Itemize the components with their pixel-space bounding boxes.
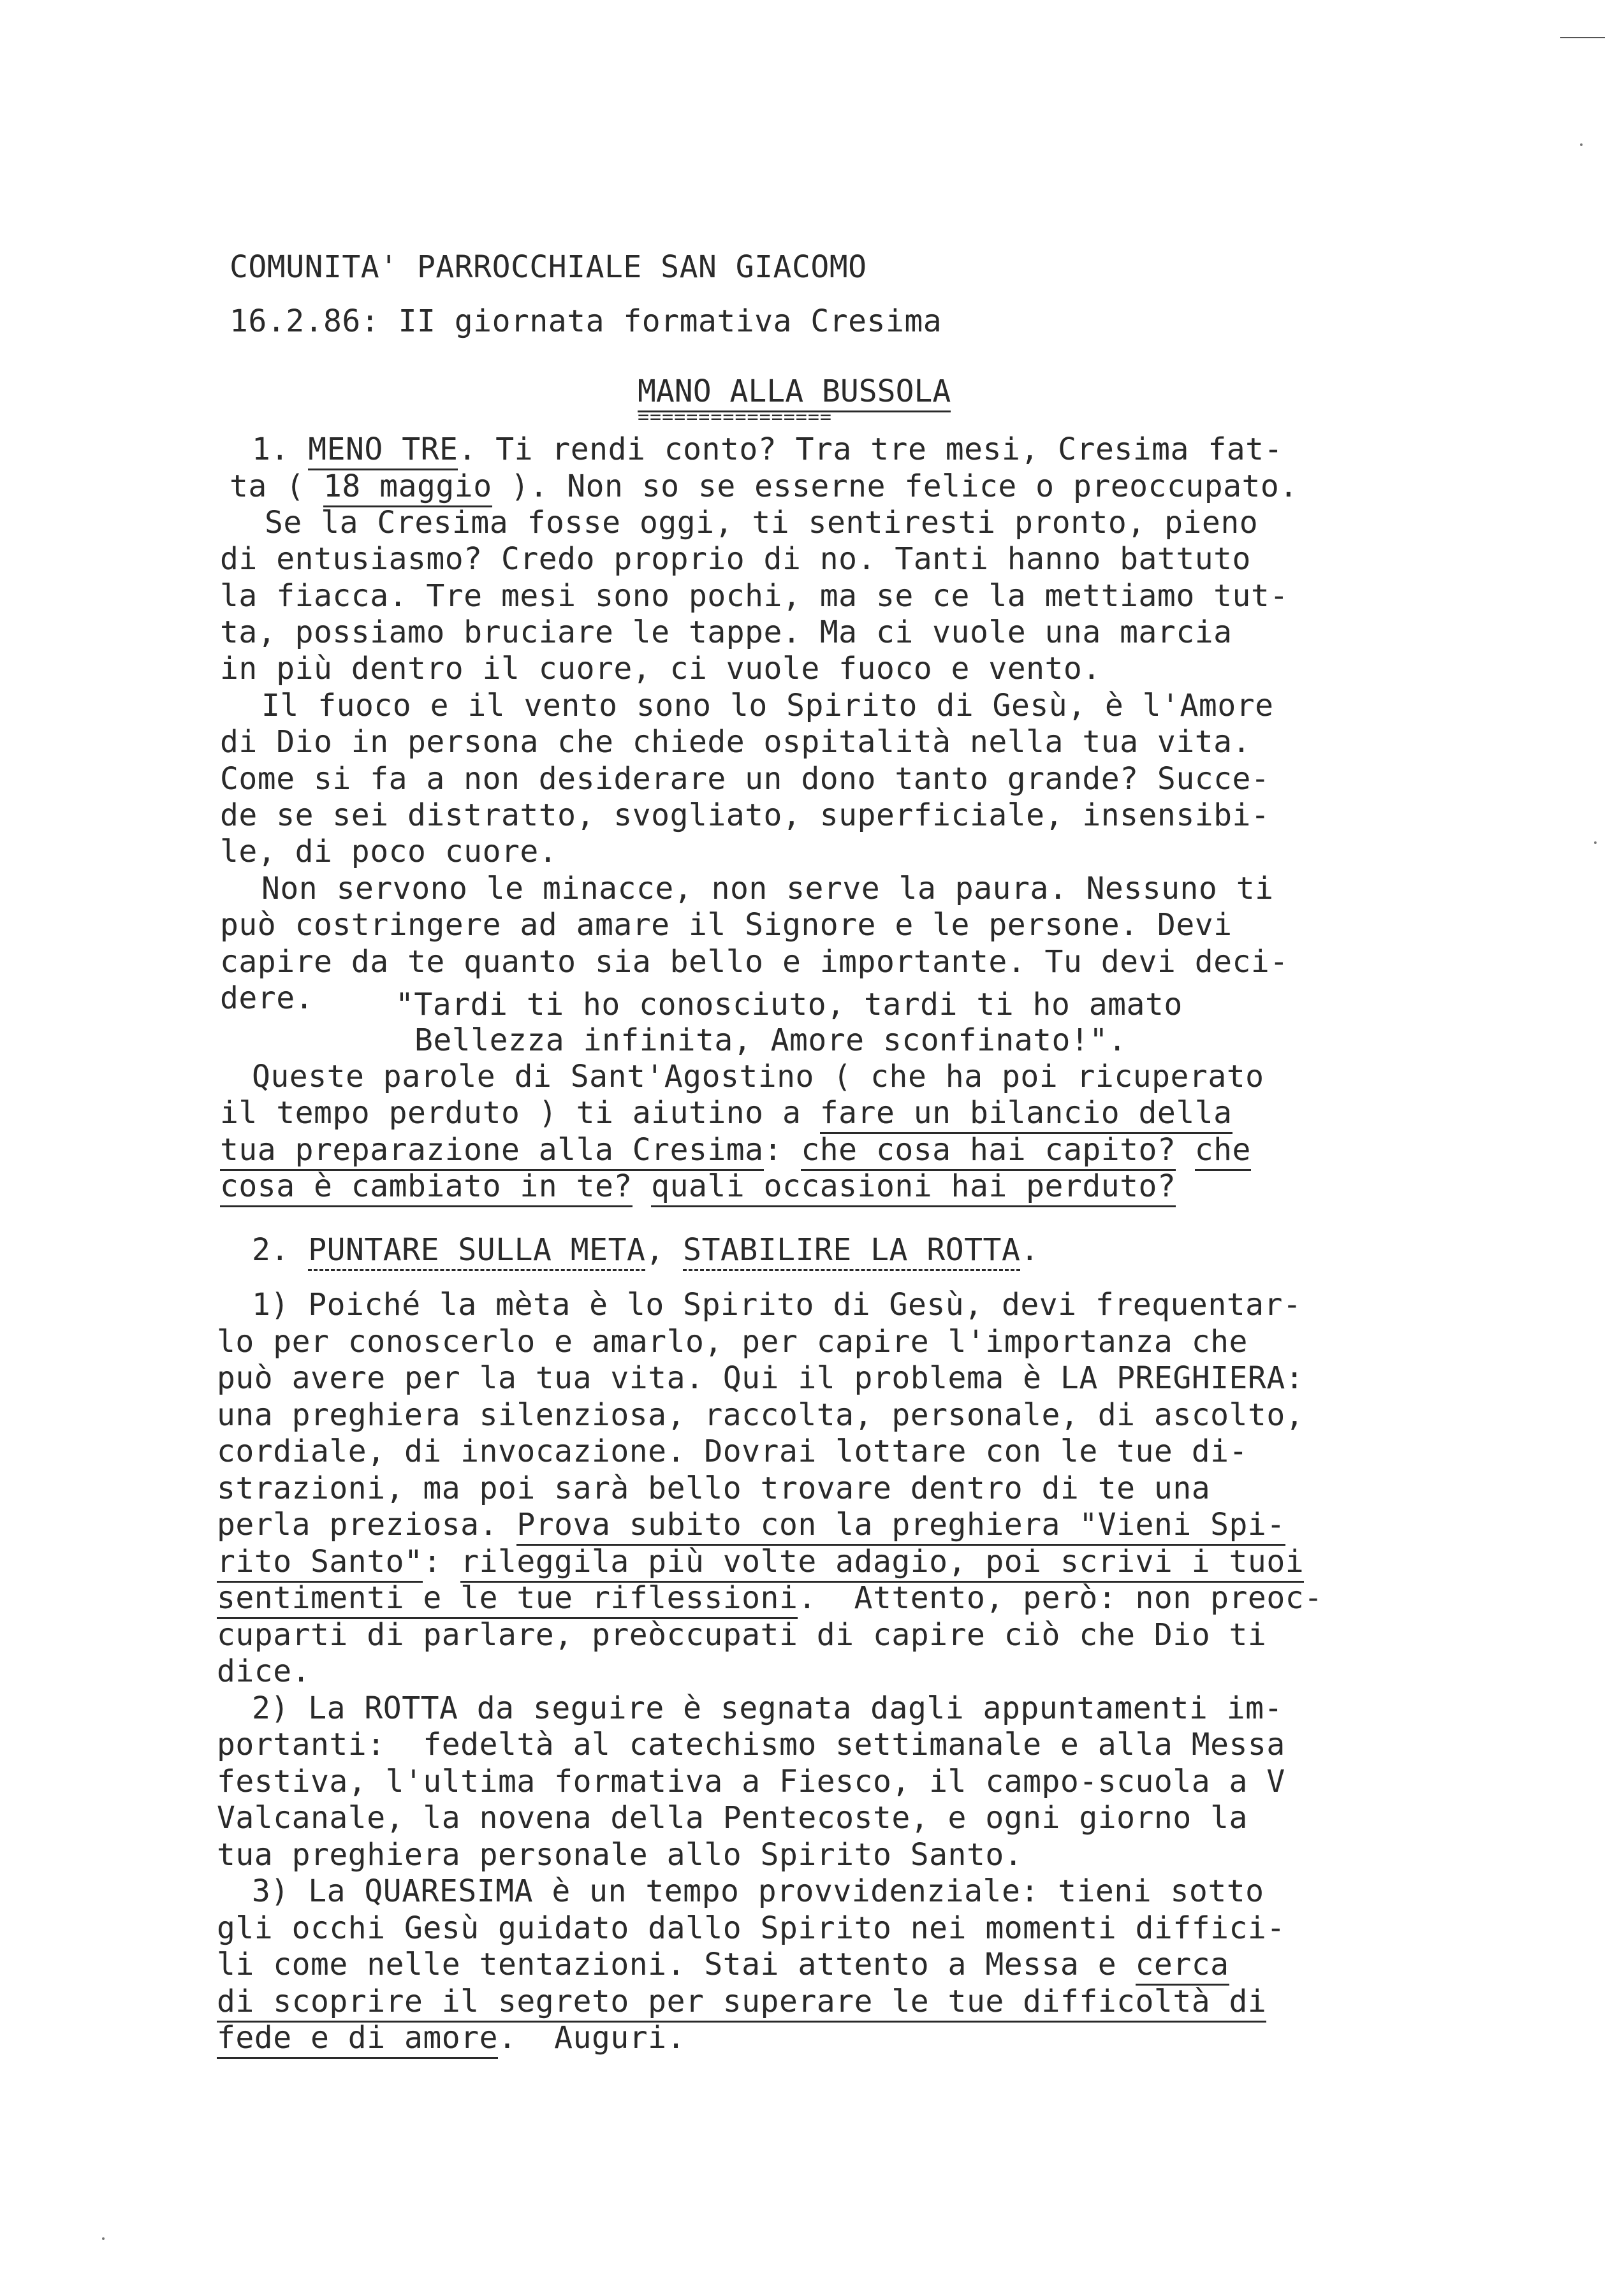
section2-number: 2.: [252, 1232, 309, 1268]
section2-text: . Attento, però: non preoc-: [798, 1580, 1323, 1616]
section2-line: [217, 1946, 1229, 1983]
section1-text: . Ti rendi conto? Tra tre mesi, Cresima fat-: [458, 432, 1283, 467]
scan-speck: [1594, 841, 1597, 844]
section2-heading: [252, 1232, 1039, 1268]
section1-line: di entusiasmo? Credo proprio di no. Tanti hanno battuto: [220, 541, 1251, 577]
scan-speck: [102, 2237, 105, 2240]
section1-line: dere.: [220, 980, 314, 1016]
underlined-text: fede e di amore: [217, 2020, 498, 2059]
section2-line: può avere per la tua vita. Qui il problema è LA PREGHIERA:: [217, 1360, 1305, 1396]
section1-line: Non servono le minacce, non serve la paura. Nessuno ti: [261, 871, 1274, 906]
underlined-text: sentimenti e le tue riflessioni: [217, 1580, 798, 1619]
underlined-text: Prova subito con la preghiera "Vieni Spi-: [516, 1507, 1285, 1546]
section1-line: ta, possiamo bruciare le tappe. Ma ci vuole una marcia: [220, 614, 1233, 650]
section2-text: perla preziosa.: [217, 1507, 517, 1543]
section2-line: cordiale, di invocazione. Dovrai lottare con le tue di-: [217, 1434, 1248, 1469]
section2-line: [217, 1580, 1323, 1617]
section2-text: ,: [645, 1232, 684, 1268]
section1-line: in più dentro il cuore, ci vuole fuoco e vento.: [220, 651, 1101, 687]
section2-line: gli occhi Gesù guidato dallo Spirito nei momenti diffici-: [217, 1910, 1285, 1946]
section1-line: [220, 1094, 1233, 1131]
section2-line: [217, 1506, 1285, 1543]
underlined-text: quali occasioni hai perduto?: [651, 1168, 1176, 1207]
section2-line: cuparti di parlare, preòccupati di capire ciò che Dio ti: [217, 1617, 1267, 1653]
section1-line: capire da te quanto sia bello e importante. Tu devi deci-: [220, 944, 1289, 980]
confirmation-date: 18 maggio: [323, 469, 492, 507]
section1-line: le, di poco cuore.: [220, 834, 558, 869]
section1-text: ). Non so se esserne felice o preoccupato.: [492, 469, 1298, 504]
underlined-text: fare un bilancio della: [820, 1095, 1233, 1134]
section2-line: strazioni, ma poi sarà bello trovare dentro di te una: [217, 1471, 1211, 1506]
section2-heading-b: STABILIRE LA ROTTA: [683, 1232, 1020, 1271]
section2-text: :: [423, 1544, 461, 1580]
section2-line: [217, 1543, 1304, 1580]
section1-line: Il fuoco e il vento sono lo Spirito di Gesù, è l'Amore: [261, 688, 1274, 723]
underlined-text: di scoprire il segreto per superare le tue difficoltà di: [217, 1984, 1266, 2023]
section2-line: portanti: fedeltà al catechismo settimanale e alla Messa: [217, 1727, 1285, 1762]
section1-number: 1.: [252, 432, 309, 467]
section2-line: 1) Poiché la mèta è lo Spirito di Gesù, devi frequentar-: [252, 1287, 1302, 1323]
section2-text: . Auguri.: [497, 2020, 685, 2056]
underlined-text: rito Santo": [217, 1544, 423, 1583]
section1-heading: MENO TRE: [308, 432, 458, 470]
section2-line: festiva, l'ultima formativa a Fiesco, il campo-scuola a V: [217, 1764, 1285, 1799]
section1-line: [220, 1168, 1176, 1205]
section2-line: [217, 2019, 685, 2056]
section2-line: dice.: [217, 1653, 311, 1689]
underlined-text: rileggila più volte adagio, poi scrivi i tuoi: [460, 1544, 1304, 1583]
section1-line: di Dio in persona che chiede ospitalità nella tua vita.: [220, 724, 1251, 760]
section1-text: :: [763, 1132, 801, 1168]
section1-text: ta (: [230, 469, 323, 504]
section2-line: Valcanale, la novena della Pentecoste, e ogni giorno la: [217, 1800, 1248, 1836]
underlined-text: cerca: [1136, 1947, 1229, 1986]
augustine-quote: "Tardi ti ho conosciuto, tardi ti ho amato: [395, 987, 1183, 1022]
section1-line: de se sei distratto, svogliato, superficiale, insensibi-: [220, 797, 1270, 833]
section1-line: la fiacca. Tre mesi sono pochi, ma se ce la mettiamo tut-: [220, 578, 1289, 614]
section2-text: li come nelle tentazioni. Stai attento a Messa e: [217, 1947, 1136, 1982]
section1-line: può costringere ad amare il Signore e le persone. Devi: [220, 907, 1233, 943]
section1-text: [633, 1168, 651, 1204]
section1-line: [230, 468, 1298, 505]
section1-text: il tempo perduto ) ti aiutino a: [220, 1095, 820, 1131]
title-text: MANO ALLA BUSSOLA: [638, 374, 951, 412]
section2-line: una preghiera silenziosa, raccolta, personale, di ascolto,: [217, 1397, 1305, 1433]
section1-line: Se la Cresima fosse oggi, ti sentiresti pronto, pieno: [265, 505, 1259, 541]
underlined-text: che: [1195, 1132, 1251, 1171]
underlined-text: tua preparazione alla Cresima: [220, 1132, 764, 1171]
scan-mark: [1560, 37, 1605, 38]
augustine-quote: Bellezza infinita, Amore sconfinato!".: [414, 1022, 1127, 1058]
section2-line: 3) La QUARESIMA è un tempo provvidenziale: tieni sotto: [252, 1873, 1264, 1909]
section2-heading-a: PUNTARE SULLA META: [308, 1232, 645, 1271]
section2-line: lo per conoscerlo e amarlo, per capire l'importanza che: [217, 1324, 1248, 1360]
section2-line: [217, 1983, 1266, 2020]
section2-text: .: [1020, 1232, 1039, 1268]
title-rule: ================: [638, 406, 832, 428]
document-title: [638, 373, 951, 410]
underlined-text: che cosa hai capito?: [801, 1132, 1176, 1171]
section1-text: [1176, 1132, 1194, 1168]
section1-line: [252, 431, 1283, 468]
section2-line: 2) La ROTTA da seguire è segnata dagli appuntamenti im-: [252, 1690, 1283, 1726]
underlined-text: cosa è cambiato in te?: [220, 1168, 633, 1207]
scan-speck: [1580, 143, 1583, 146]
community-header: COMUNITA' PARROCCHIALE SAN GIACOMO: [230, 249, 867, 285]
section1-line: [220, 1131, 1251, 1168]
section2-line: tua preghiera personale allo Spirito Santo.: [217, 1837, 1023, 1873]
section1-line: Queste parole di Sant'Agostino ( che ha poi ricuperato: [252, 1059, 1264, 1094]
date-line: 16.2.86: II giornata formativa Cresima: [230, 303, 942, 339]
section1-line: Come si fa a non desiderare un dono tanto grande? Succe-: [220, 761, 1270, 797]
